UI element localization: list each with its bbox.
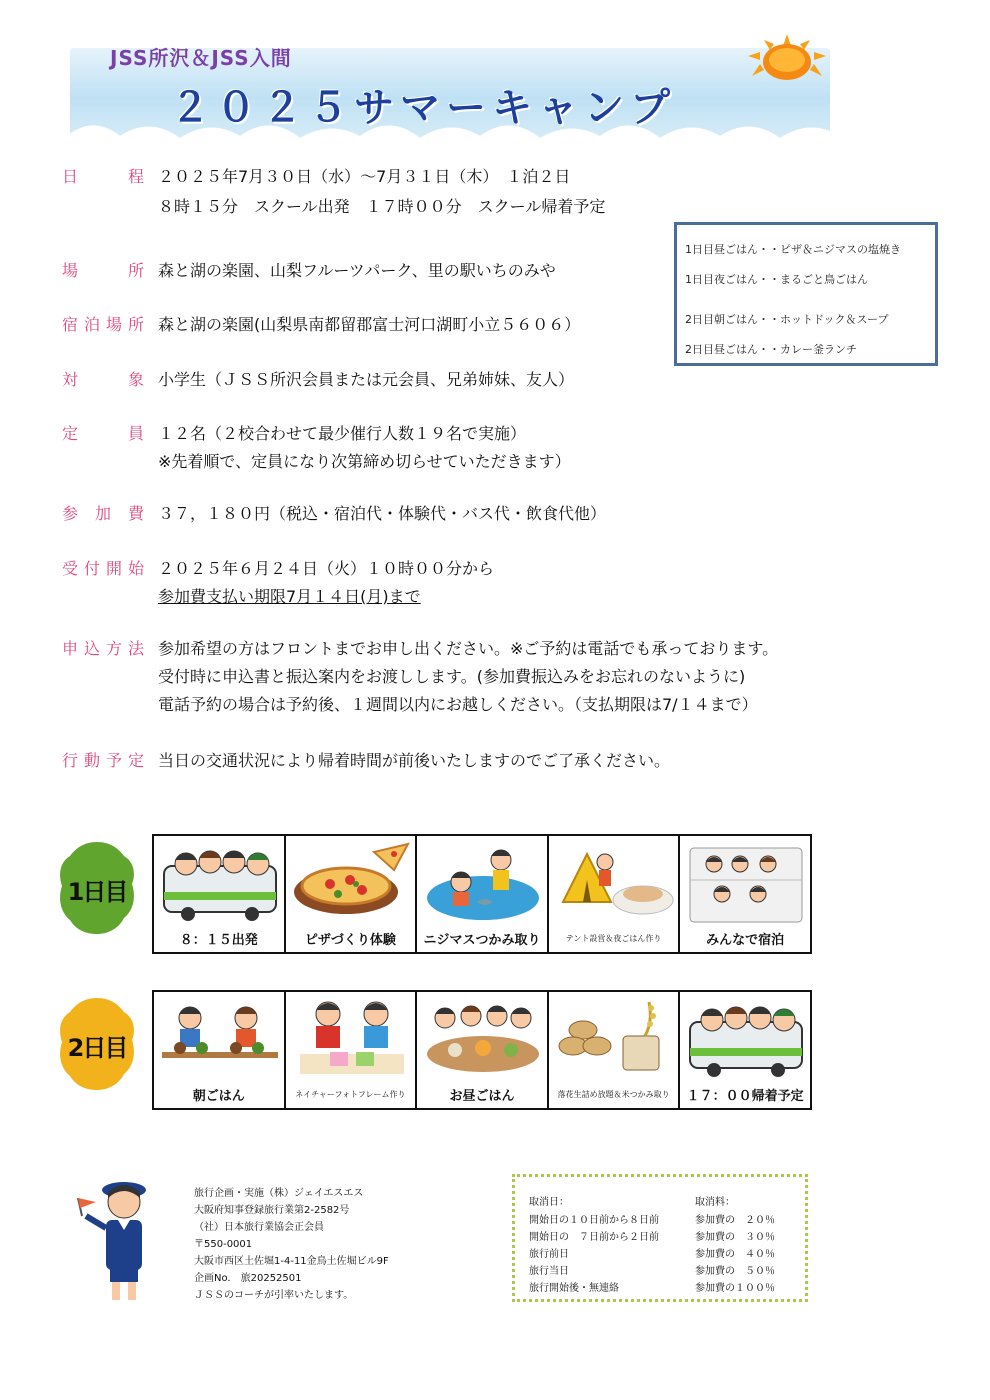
schedule-line-1: ２０２５年7月３０日（水）～7月３１日（木） １泊２日 bbox=[158, 167, 571, 186]
lodging-value: 森と湖の楽園(山梨県南都留郡富士河口湖町小立５６０６） bbox=[158, 315, 581, 334]
agent-info-line: 大阪府知事登録旅行業第2-2582号 bbox=[194, 1205, 350, 1216]
plan-label: 行動予定 bbox=[62, 751, 144, 770]
cancel-row-when: 開始日の１０日前から８日前 bbox=[529, 1215, 659, 1226]
activity-cell bbox=[680, 836, 810, 952]
menu-item: 1日目夜ごはん・・まるごと鳥ごはん bbox=[685, 273, 868, 286]
agent-info-line: 企画No. 旅20252501 bbox=[194, 1273, 302, 1284]
activity-cell bbox=[286, 836, 418, 952]
bus-icon bbox=[158, 840, 282, 924]
activity-caption: ネイチャーフォトフレーム作り bbox=[295, 1090, 406, 1099]
menu-item: 1日目昼ごはん・・ピザ＆ニジマスの塩焼き bbox=[685, 243, 901, 256]
capacity-label: 定員 bbox=[62, 424, 144, 443]
cancel-row-fee: 参加費の ２０％ bbox=[695, 1215, 775, 1226]
agent-info-line: 旅行企画・実施（株）ジェイエスエス bbox=[194, 1188, 364, 1199]
menu-item: 2日目朝ごはん・・ホットドック＆スープ bbox=[685, 313, 889, 326]
apply-line-2: 受付時に申込書と振込案内をお渡しします。(参加費振込みをお忘れのないように) bbox=[158, 667, 746, 686]
cancel-header-day: 取消日： bbox=[529, 1197, 569, 1208]
activity-cell bbox=[549, 992, 681, 1108]
meal-menu-box bbox=[674, 222, 938, 366]
cancel-row-when: 旅行開始後・無連絡 bbox=[529, 1283, 619, 1294]
day2-label: 2日目 bbox=[67, 1034, 127, 1062]
fish-catching-icon bbox=[421, 840, 545, 924]
day2-activities bbox=[152, 990, 812, 1110]
payment-deadline: 参加費支払い期限7月１４日(月)まで bbox=[158, 587, 421, 606]
cancel-row-fee: 参加費の１００％ bbox=[695, 1283, 775, 1294]
organizer-title: JSS所沢＆JSS入間 bbox=[110, 46, 292, 70]
sleeping-icon bbox=[684, 840, 808, 924]
capacity-line-1: １２名（２校合わせて最少催行人数１９名で実施） bbox=[158, 424, 527, 443]
menu-item: 2日目昼ごはん・・カレー釜ランチ bbox=[685, 343, 857, 356]
pizza-icon bbox=[290, 840, 414, 924]
cancel-row-fee: 参加費の ４０％ bbox=[695, 1249, 775, 1260]
lunch-icon bbox=[421, 996, 545, 1080]
place-value: 森と湖の楽園、山梨フルーツパーク、里の駅いちのみや bbox=[158, 261, 556, 280]
breakfast-icon bbox=[158, 996, 282, 1080]
cancel-row-when: 旅行当日 bbox=[529, 1266, 569, 1277]
cancel-row-fee: 参加費の ３０％ bbox=[695, 1232, 775, 1243]
activity-caption: ニジマスつかみ取り bbox=[423, 933, 541, 948]
agent-info-line: ＪＳＳのコーチが引率いたします。 bbox=[194, 1290, 354, 1301]
activity-caption: テント設営＆夜ごはん作り bbox=[565, 934, 662, 943]
day1-label: 1日目 bbox=[67, 878, 127, 906]
activity-cell bbox=[680, 992, 810, 1108]
apply-line-1: 参加希望の方はフロントまでお申し出ください。※ご予約は電話でも承っております。 bbox=[158, 639, 779, 658]
tour-guide-icon bbox=[72, 1168, 172, 1308]
day1-activities bbox=[152, 834, 812, 954]
activity-cell bbox=[549, 836, 681, 952]
place-label: 場所 bbox=[62, 261, 144, 280]
activity-caption: 朝ごはん bbox=[192, 1089, 245, 1104]
activity-cell bbox=[286, 992, 418, 1108]
activity-caption: 落花生詰め放題＆米つかみ取り bbox=[557, 1090, 670, 1099]
page-title: ２０２５サマーキャンプ bbox=[170, 85, 676, 131]
activity-cell bbox=[154, 992, 286, 1108]
apply-label: 申込方法 bbox=[62, 639, 144, 658]
activity-cell bbox=[417, 836, 549, 952]
craft-icon bbox=[290, 996, 414, 1080]
apply-line-3: 電話予約の場合は予約後、１週間以内にお越しください。（支払期限は7/１４まで） bbox=[158, 695, 758, 714]
cancel-header-fee: 取消料： bbox=[695, 1197, 735, 1208]
reception-label: 受付開始 bbox=[62, 559, 144, 578]
schedule-label: 日程 bbox=[62, 167, 144, 186]
plan-value: 当日の交通状況により帰着時間が前後いたしますのでご了承ください。 bbox=[158, 751, 671, 770]
target-value: 小学生（ＪＳＳ所沢会員または元会員、兄弟姉妹、友人） bbox=[158, 370, 575, 389]
activity-caption: みんなで宿泊 bbox=[706, 933, 785, 948]
activity-caption: ピザづくり体験 bbox=[304, 933, 396, 948]
fee-label: 参加費 bbox=[62, 504, 144, 523]
activity-cell bbox=[417, 992, 549, 1108]
cancel-row-fee: 参加費の ５０％ bbox=[695, 1266, 775, 1277]
lodging-label: 宿泊場所 bbox=[62, 315, 144, 334]
target-label: 対象 bbox=[62, 370, 144, 389]
reception-line-1: ２０２５年６月２４日（火）１０時００分から bbox=[158, 559, 495, 578]
cancel-row-when: 旅行前日 bbox=[529, 1249, 569, 1260]
bus-return-icon bbox=[684, 996, 808, 1080]
schedule-line-2: ８時１５分 スクール出発 １７時００分 スクール帰着予定 bbox=[158, 197, 606, 216]
activity-caption: ８：１５出発 bbox=[179, 933, 258, 948]
activity-cell bbox=[154, 836, 286, 952]
cancel-row-when: 開始日の ７日前から２日前 bbox=[529, 1232, 659, 1243]
cancellation-policy bbox=[512, 1174, 808, 1302]
agent-info-line: 〒550-0001 bbox=[194, 1239, 253, 1250]
capacity-line-2: ※先着順で、定員になり次第締め切らせていただきます） bbox=[158, 452, 571, 471]
agent-info-line: （社）日本旅行業協会正会員 bbox=[194, 1222, 324, 1233]
peanut-rice-icon bbox=[553, 996, 677, 1080]
agent-info-line: 大阪市西区土佐堀1-4-11金鳥土佐堀ビル9F bbox=[194, 1256, 389, 1267]
activity-caption: お昼ごはん bbox=[449, 1089, 515, 1104]
fee-value: ３７，１８０円（税込・宿泊代・体験代・バス代・飲食代他） bbox=[158, 504, 607, 523]
activity-caption: １７：００帰着予定 bbox=[686, 1089, 804, 1104]
sun-icon bbox=[742, 32, 832, 88]
tent-icon bbox=[553, 840, 677, 924]
